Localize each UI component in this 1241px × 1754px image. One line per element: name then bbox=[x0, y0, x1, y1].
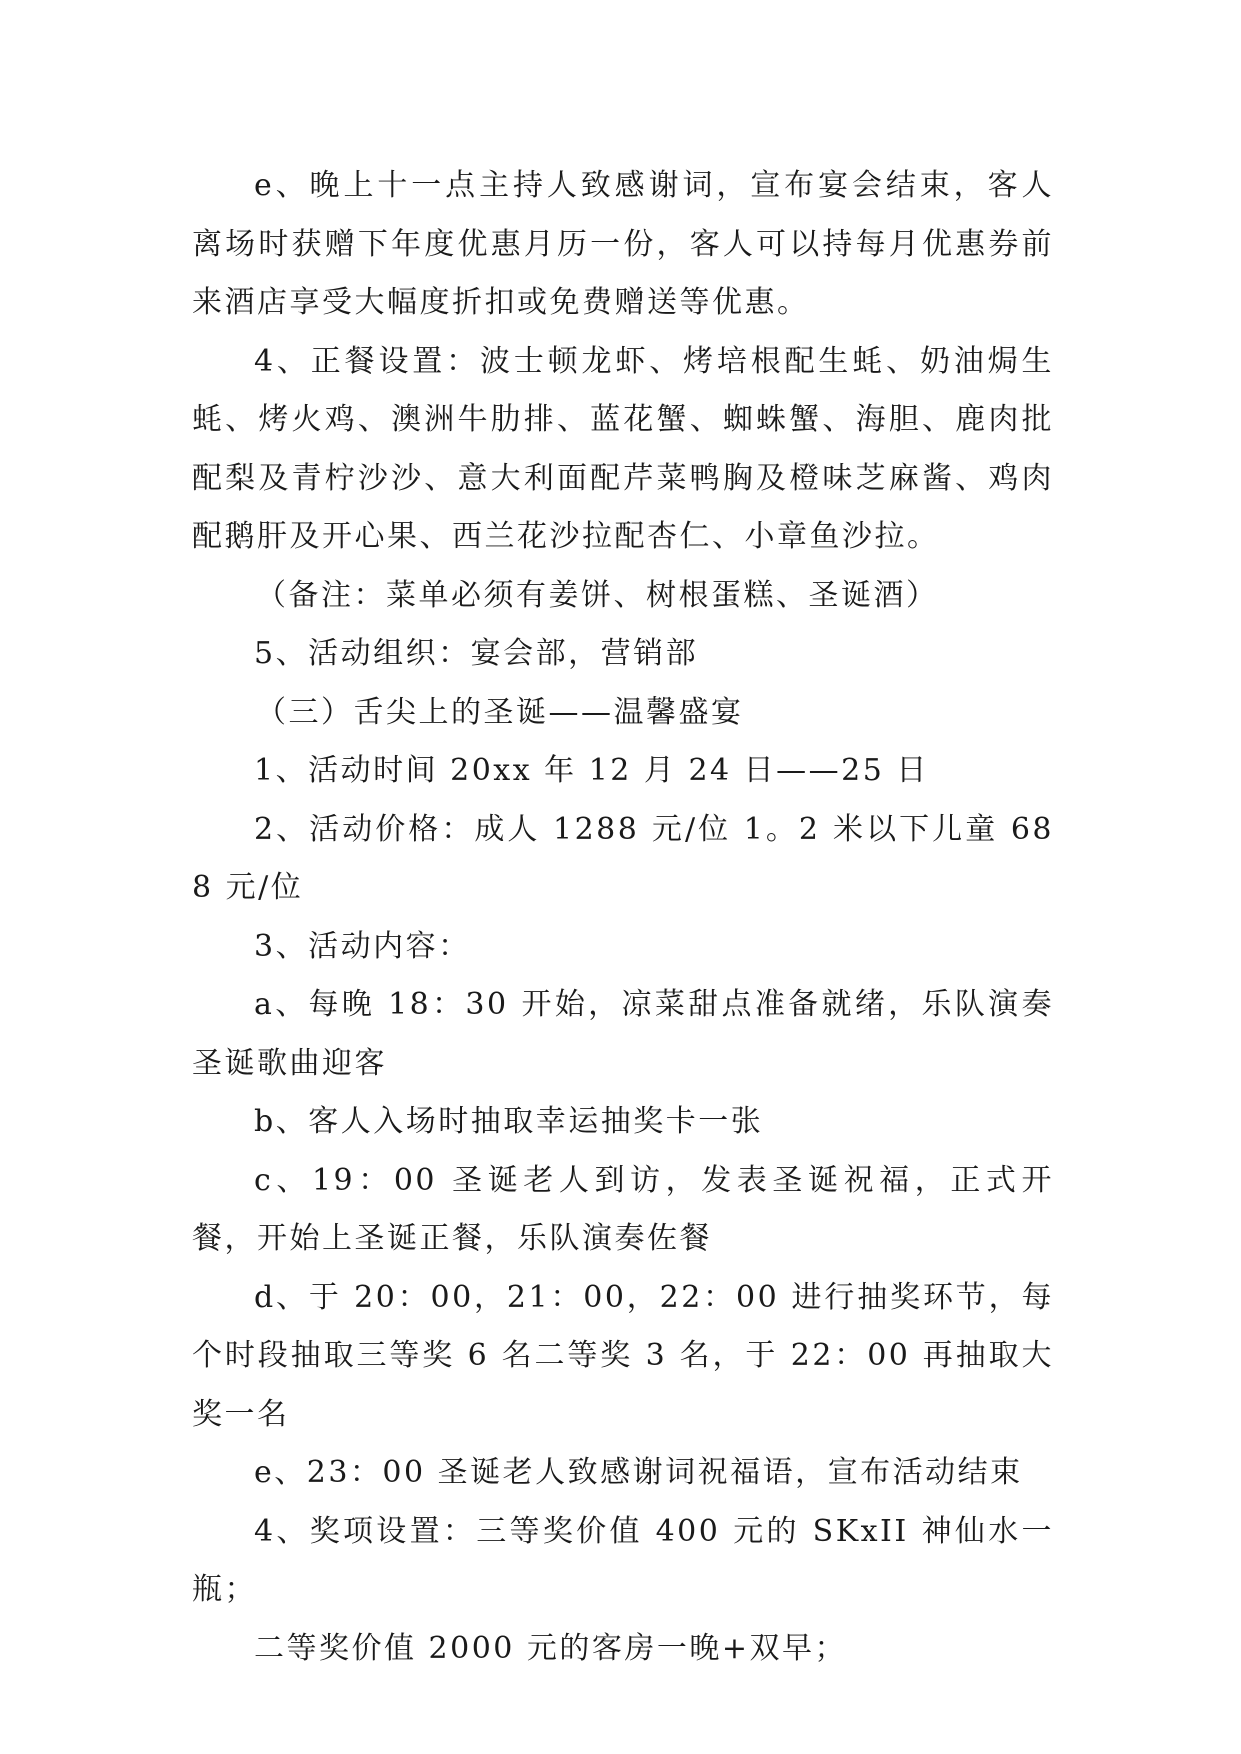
paragraph-event-time: 1、活动时间 20xx 年 12 月 24 日——25 日 bbox=[254, 753, 929, 788]
paragraph-main-course-menu: 4、正餐设置：波士顿龙虾、烤培根配生蚝、奶油焗生蚝、烤火鸡、澳洲牛肋排、蓝花蟹、蜘蛛蟹、海胆、鹿肉批配梨及青柠沙沙、意大利面配芹菜鸭胸及橙味芝麻酱、鸡肉配鹅肝及开心果、西兰花沙拉配杏仁、小章鱼沙拉。 bbox=[192, 343, 1054, 554]
paragraph-second-prize: 二等奖价值 2000 元的客房一晚+双早； bbox=[254, 1630, 848, 1666]
paragraph-closing-ceremony: e、晚上十一点主持人致感谢词，宣布宴会结束，客人离场时获赠下年度优惠月历一份，客人可以持每月优惠券前来酒店享受大幅度折扣或免费赠送等优惠。 bbox=[192, 168, 1054, 320]
paragraph-item-c: c、19：00 圣诞老人到访，发表圣诞祝福，正式开餐，开始上圣诞正餐，乐队演奏佐餐 bbox=[192, 1162, 1054, 1256]
paragraph-menu-note: （备注：菜单必须有姜饼、树根蛋糕、圣诞酒） bbox=[256, 577, 939, 613]
document-body bbox=[192, 157, 1054, 1678]
paragraph-event-content-heading: 3、活动内容： bbox=[254, 928, 471, 964]
paragraph-item-a: a、每晚 18：30 开始，凉菜甜点准备就绪，乐队演奏圣诞歌曲迎客 bbox=[192, 987, 1054, 1081]
paragraph-organizers: 5、活动组织：宴会部，营销部 bbox=[254, 636, 699, 671]
paragraph-prize-settings: 4、奖项设置：三等奖价值 400 元的 SKxII 神仙水一瓶； bbox=[192, 1513, 1054, 1607]
paragraph-item-d: d、于 20：00，21：00，22：00 进行抽奖环节，每个时段抽取三等奖 6 名二等奖 3 名，于 22：00 再抽取大奖一名 bbox=[192, 1279, 1054, 1432]
paragraph-item-e: e、23：00 圣诞老人致感谢词祝福语，宣布活动结束 bbox=[254, 1455, 1023, 1490]
section-heading-christmas-feast: （三）舌尖上的圣诞——温馨盛宴 bbox=[256, 694, 744, 730]
paragraph-event-price: 2、活动价格：成人 1288 元/位 1。2 米以下儿童 688 元/位 bbox=[192, 811, 1054, 905]
paragraph-item-b: b、客人入场时抽取幸运抽奖卡一张 bbox=[254, 1104, 764, 1139]
